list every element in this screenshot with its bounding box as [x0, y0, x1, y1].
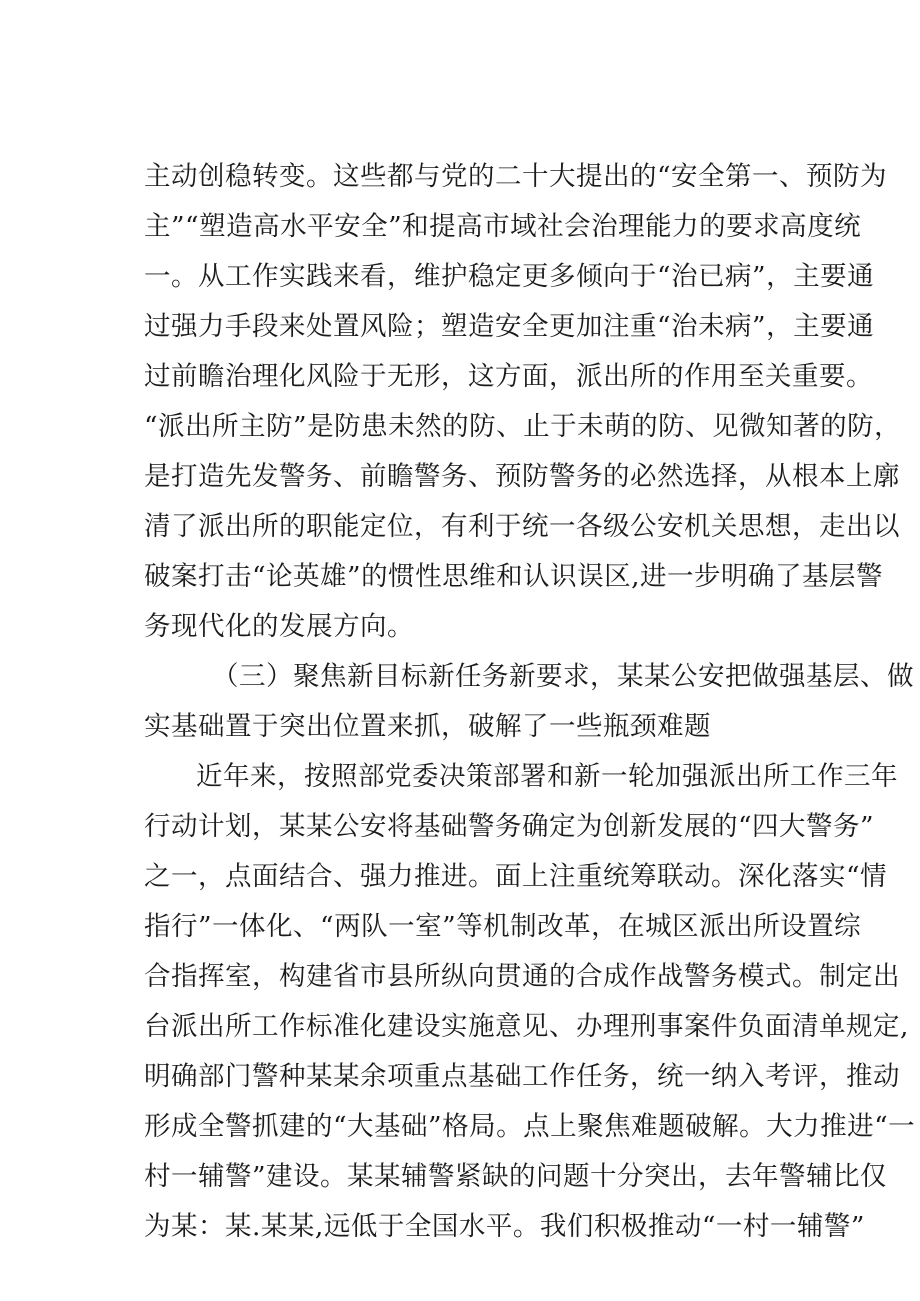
text-line: 破案打击“论英雄”的惯性思维和认识误区,进一步明确了基层警: [144, 561, 884, 592]
text-line: 指行”一体化、“两队一室”等机制改革，在城区派出所设置综: [144, 911, 862, 942]
text-line: 之一，点面结合、强力推进。面上注重统筹联动。深化落实“情: [144, 861, 888, 892]
section-heading-line: 实基础置于突出位置来抓，破解了一些瓶颈难题: [144, 711, 711, 742]
text-line: 近年来，按照部党委决策部署和新一轮加强派出所工作三年: [196, 761, 898, 792]
text-line: 合指挥室，构建省市县所纵向贯通的合成作战警务模式。制定出: [144, 961, 900, 992]
text-line: 是打造先发警务、前瞻警务、预防警务的必然选择，从根本上廓: [144, 461, 900, 492]
text-line: 清了派出所的职能定位，有利于统一各级公安机关思想，走出以: [144, 511, 900, 542]
text-line: 一。从工作实践来看，维护稳定更多倾向于“治已病”，主要通: [144, 261, 875, 292]
text-line: 村一辅警”建设。某某辅警紧缺的问题十分突出，去年警辅比仅: [144, 1161, 888, 1192]
text-line: 形成全警抓建的“大基础”格局。点上聚焦难题破解。大力推进“一: [144, 1111, 916, 1142]
text-line: 行动计划，某某公安将基础警务确定为创新发展的“四大警务”: [144, 811, 875, 842]
text-line: 为某：某.某某,远低于全国水平。我们积极推动“一村一辅警”: [144, 1211, 865, 1242]
text-line: 台派出所工作标准化建设实施意见、办理刑事案件负面清单规定,: [144, 1011, 909, 1042]
text-line: 主动创稳转变。这些都与党的二十大提出的“安全第一、预防为: [144, 161, 888, 192]
text-line: 务现代化的发展方向。: [144, 611, 414, 642]
text-line: 明确部门警种某某余项重点基础工作任务，统一纳入考评，推动: [144, 1061, 900, 1092]
text-line: 主”“塑造高水平安全”和提高市域社会治理能力的要求高度统: [144, 211, 862, 242]
text-line: 过强力手段来处置风险；塑造安全更加注重“治未病”，主要通: [144, 311, 875, 342]
text-line: “派出所主防”是防患未然的防、止于未萌的防、见微知著的防，: [144, 411, 902, 442]
text-line: 过前瞻治理化风险于无形，这方面，派出所的作用至关重要。: [144, 361, 873, 392]
section-heading-line: （三）聚焦新目标新任务新要求，某某公安把做强基层、做: [212, 661, 914, 692]
